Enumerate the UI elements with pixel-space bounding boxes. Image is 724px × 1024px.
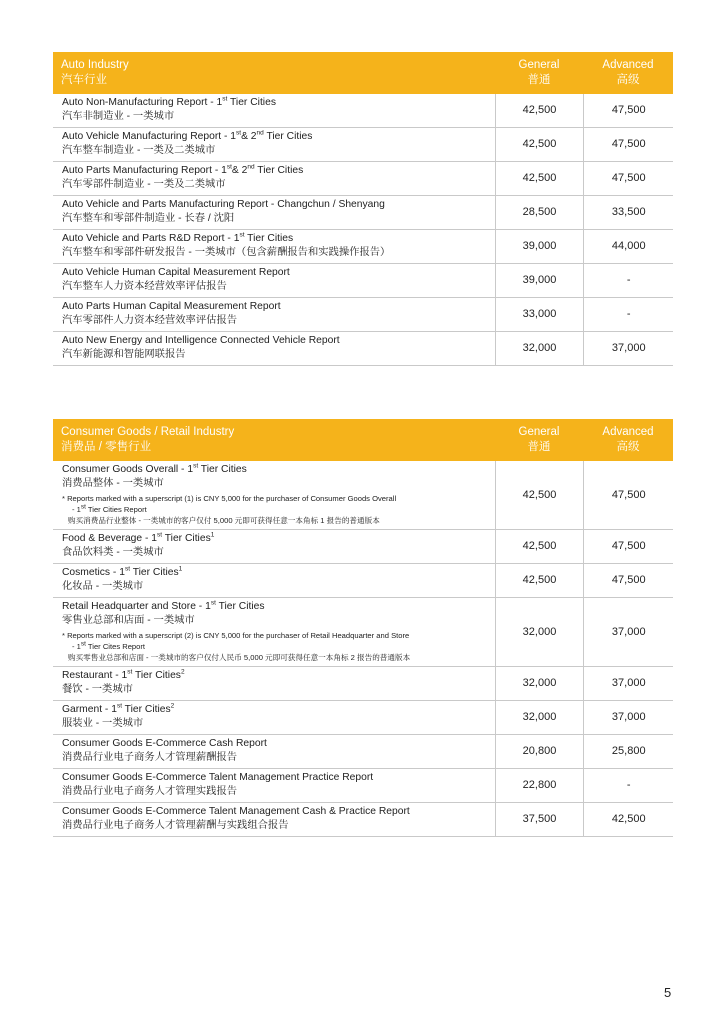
report-name-cn: 汽车零部件人力资本经营效率评估报告 <box>62 315 238 326</box>
advanced-label-en: Advanced <box>602 59 654 71</box>
table-row <box>53 332 673 366</box>
report-name-cell <box>53 230 495 264</box>
report-name-cell <box>53 667 495 701</box>
report-name-cn: 汽车零部件制造业 - 一类及二类城市 <box>62 179 226 190</box>
table-header-row <box>53 419 673 461</box>
advanced-price: 33,500 <box>583 196 673 230</box>
report-name-cn: 汽车新能源和智能网联报告 <box>62 349 186 360</box>
advanced-price: 47,500 <box>583 94 673 128</box>
advanced-price: - <box>583 769 673 803</box>
report-name-cell <box>53 332 495 366</box>
report-name-cell <box>53 94 495 128</box>
report-name-cell <box>53 564 495 598</box>
general-price: 20,800 <box>495 735 583 769</box>
advanced-price: - <box>583 298 673 332</box>
report-name-en: Consumer Goods E-Commerce Cash Report <box>62 738 267 749</box>
column-header-general <box>495 419 583 461</box>
report-name-cn: 化妆品 - 一类城市 <box>62 581 144 592</box>
general-price: 32,000 <box>495 701 583 735</box>
advanced-price: 42,500 <box>583 803 673 837</box>
advanced-price: 47,500 <box>583 530 673 564</box>
report-name-cn: 汽车整车和零部件研发报告 - 一类城市（包含薪酬报告和实践操作报告） <box>62 247 391 258</box>
general-price: 42,500 <box>495 461 583 530</box>
section-title-en: Auto Industry <box>61 59 129 71</box>
report-name-en: Consumer Goods E-Commerce Talent Management Cash & Practice Report <box>62 806 410 817</box>
footnote-line: * Reports marked with a superscript (1) is CNY 5,000 for the purchaser of Consumer Goods Overall <box>62 494 397 503</box>
table-row <box>53 230 673 264</box>
report-name-en: Consumer Goods Overall - 1st Tier Cities <box>62 462 247 475</box>
advanced-label-cn: 高级 <box>616 74 640 86</box>
auto-industry-price-table <box>53 52 673 366</box>
advanced-price: 25,800 <box>583 735 673 769</box>
advanced-price: - <box>583 264 673 298</box>
table-row <box>53 598 673 667</box>
general-price: 33,000 <box>495 298 583 332</box>
advanced-price: 37,000 <box>583 701 673 735</box>
report-name-en: Auto Vehicle and Parts R&D Report - 1st Tier Cities <box>62 231 294 244</box>
report-name-cell <box>53 196 495 230</box>
general-price: 32,000 <box>495 598 583 667</box>
report-name-en: Auto Vehicle and Parts Manufacturing Report - Changchun / Shenyang <box>62 199 385 210</box>
report-name-en: Garment - 1st Tier Cities$^2$ <box>62 702 175 715</box>
report-name-cell <box>53 162 495 196</box>
report-name-cell <box>53 298 495 332</box>
advanced-price: 47,500 <box>583 564 673 598</box>
consumer-goods-price-table <box>53 419 673 837</box>
general-price: 42,500 <box>495 564 583 598</box>
report-name-cell <box>53 598 495 667</box>
report-name-cn: 汽车非制造业 - 一类城市 <box>62 111 175 122</box>
table-row <box>53 461 673 530</box>
general-price: 42,500 <box>495 128 583 162</box>
report-name-cn: 消费品整体 - 一类城市 <box>62 478 164 489</box>
advanced-label-en: Advanced <box>602 426 654 438</box>
report-name-en: Auto Parts Manufacturing Report - 1st& 2nd Tier Cities <box>62 163 304 176</box>
column-header-general <box>495 52 583 94</box>
column-header-advanced <box>583 419 673 461</box>
table-row <box>53 128 673 162</box>
table-row <box>53 264 673 298</box>
report-name-cn: 消费品行业电子商务人才管理薪酬与实践组合报告 <box>62 820 289 831</box>
general-price: 39,000 <box>495 230 583 264</box>
report-name-cn: 消费品行业电子商务人才管理薪酬报告 <box>62 752 238 763</box>
general-price: 42,500 <box>495 530 583 564</box>
column-header-advanced <box>583 52 673 94</box>
advanced-price: 47,500 <box>583 128 673 162</box>
table-row <box>53 667 673 701</box>
report-name-cell <box>53 264 495 298</box>
report-name-en: Consumer Goods E-Commerce Talent Management Practice Report <box>62 772 374 783</box>
general-price: 42,500 <box>495 162 583 196</box>
report-name-cn: 汽车整车和零部件制造业 - 长春 / 沈阳 <box>62 213 235 224</box>
report-name-cn: 服装业 - 一类城市 <box>62 718 144 729</box>
section-title-cn: 消费品 / 零售行业 <box>61 441 152 453</box>
report-name-cn: 餐饮 - 一类城市 <box>62 684 133 695</box>
footnote-line: - 1st Tier Cites Report <box>72 640 146 651</box>
general-label-cn: 普通 <box>527 74 551 86</box>
report-name-en: Restaurant - 1st Tier Cities$^2$ <box>62 668 185 681</box>
report-name-cell <box>53 530 495 564</box>
advanced-price: 37,000 <box>583 667 673 701</box>
table-row <box>53 162 673 196</box>
table-row <box>53 298 673 332</box>
report-name-en: Auto Parts Human Capital Measurement Report <box>62 301 281 312</box>
general-price: 42,500 <box>495 94 583 128</box>
report-name-en: Auto Non-Manufacturing Report - 1st Tier Cities <box>62 95 276 108</box>
report-name-cn: 零售业总部和店面 - 一类城市 <box>62 615 195 626</box>
footnote-line: * Reports marked with a superscript (2) is CNY 5,000 for the purchaser of Retail Headquarter and Store <box>62 631 410 640</box>
report-name-en: Food & Beverage - 1st Tier Cities$^1$ <box>62 531 215 544</box>
table-row <box>53 196 673 230</box>
report-name-cn: 汽车整车人力资本经营效率评估报告 <box>62 281 227 292</box>
footnote <box>62 493 487 526</box>
section-title-en: Consumer Goods / Retail Industry <box>61 426 235 438</box>
footnote-line-cn: 购买零售业总部和店面 - 一类城市的客户仅付人民币 5,000 元即可获得任意一本角标 2 报告的普通版本 <box>68 653 411 662</box>
advanced-price: 37,000 <box>583 332 673 366</box>
report-name-cell <box>53 461 495 530</box>
advanced-price: 47,500 <box>583 162 673 196</box>
section-title <box>53 52 495 94</box>
report-name-cn: 食品饮料类 - 一类城市 <box>62 547 164 558</box>
general-label-en: General <box>518 426 560 438</box>
report-name-cell <box>53 769 495 803</box>
footnote-line: - 1st Tier Cities Report <box>72 503 147 514</box>
report-name-cell <box>53 803 495 837</box>
table-row <box>53 803 673 837</box>
general-price: 37,500 <box>495 803 583 837</box>
report-name-en: Auto New Energy and Intelligence Connected Vehicle Report <box>62 335 340 346</box>
general-price: 32,000 <box>495 667 583 701</box>
table-row <box>53 735 673 769</box>
table-row <box>53 530 673 564</box>
general-price: 22,800 <box>495 769 583 803</box>
general-label-en: General <box>518 59 560 71</box>
table-row <box>53 769 673 803</box>
report-name-cn: 消费品行业电子商务人才管理实践报告 <box>62 786 238 797</box>
general-price: 32,000 <box>495 332 583 366</box>
advanced-price: 37,000 <box>583 598 673 667</box>
table-row <box>53 94 673 128</box>
report-name-cell <box>53 735 495 769</box>
report-name-en: Auto Vehicle Human Capital Measurement Report <box>62 267 290 278</box>
advanced-label-cn: 高级 <box>616 441 640 453</box>
report-name-en: Cosmetics - 1st Tier Cities$^1$ <box>62 565 183 578</box>
footnote <box>62 630 487 663</box>
report-name-en: Auto Vehicle Manufacturing Report - 1st& 2nd Tier Cities <box>62 129 313 142</box>
section-title-cn: 汽车行业 <box>61 74 107 86</box>
report-name-cell <box>53 128 495 162</box>
report-name-cell <box>53 701 495 735</box>
table-row <box>53 564 673 598</box>
advanced-price: 47,500 <box>583 461 673 530</box>
general-price: 28,500 <box>495 196 583 230</box>
general-label-cn: 普通 <box>527 441 551 453</box>
general-price: 39,000 <box>495 264 583 298</box>
footnote-line-cn: 购买消费品行业整体 - 一类城市的客户仅付 5,000 元即可获得任意一本角标 1 报告的普通版本 <box>68 516 380 525</box>
report-name-cn: 汽车整车制造业 - 一类及二类城市 <box>62 145 216 156</box>
table-row <box>53 701 673 735</box>
advanced-price: 44,000 <box>583 230 673 264</box>
report-name-en: Retail Headquarter and Store - 1st Tier Cities <box>62 599 265 612</box>
page-number: 5 <box>664 985 672 1000</box>
table-header-row <box>53 52 673 94</box>
section-title <box>53 419 495 461</box>
